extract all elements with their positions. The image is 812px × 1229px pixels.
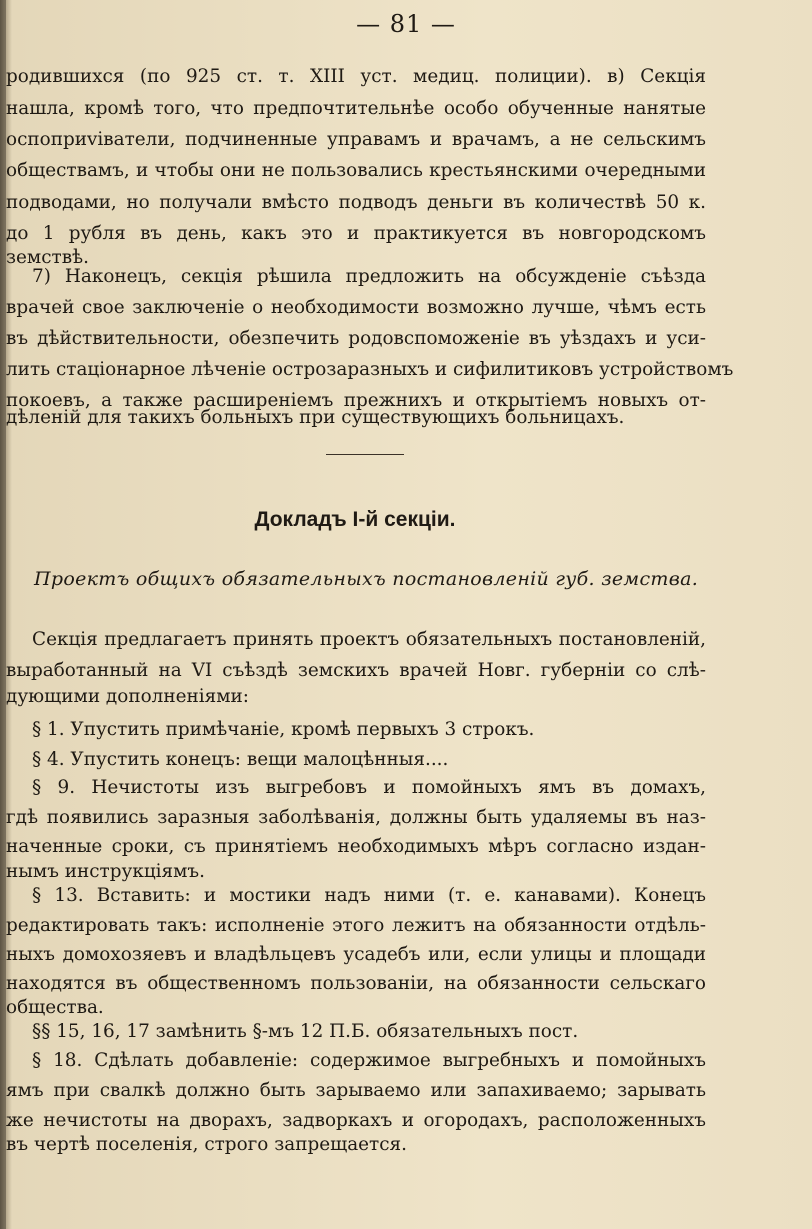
list-item-line: общества. [6,997,104,1018]
page-number: — 81 — [356,10,456,38]
list-item-line: § 4. Упустить конецъ: вещи малоцѣнныя.... [32,749,449,770]
text-line: дующими дополненіями: [6,686,249,707]
list-item-line: § 18. Сдѣлать добавленіе: содержимое выгребныхъ и помойныхъ [32,1050,706,1071]
list-item-line: наченные сроки, съ принятіемъ необходимыхъ мѣръ согласно издан- [6,836,706,857]
text-line: лить стаціонарное лѣченіе острозаразныхъ и сифилитиковъ устройствомъ [6,359,734,380]
list-item-line: §§ 15, 16, 17 замѣнить §-мъ 12 П.Б. обязательныхъ пост. [32,1021,579,1042]
text-line: дѣленій для такихъ больныхъ при существующихъ больницахъ. [6,407,625,428]
section-subheading: Проектъ общихъ обязательныхъ постановленій губ. земства. [34,568,699,590]
text-line: 7) Наконецъ, секція рѣшила предложить на обсужденіе съѣзда [32,266,706,287]
text-line: въ дѣйствительности, обезпечить родовспоможеніе въ уѣздахъ и уси- [6,328,706,349]
list-item-line: находятся въ общественномъ пользованіи, на обязанности сельскаго [6,973,706,994]
list-item-line: въ чертѣ поселенія, строго запрещается. [6,1134,407,1155]
section-divider [326,454,404,455]
section-heading: Докладъ І-й секціи. [254,508,456,531]
list-item-line: § 9. Нечистоты изъ выгребовъ и помойныхъ ямъ въ домахъ, [32,777,706,798]
text-line: до 1 рубля въ день, какъ это и практикуется въ новгородскомъ [6,223,706,244]
text-line: Секція предлагаетъ принять проектъ обязательныхъ постановленій, [32,629,706,650]
list-item-line: § 1. Упустить примѣчаніе, кромѣ первыхъ 3 строкъ. [32,719,535,740]
text-line: обществамъ, и чтобы они не пользовались крестьянскими очередными [6,160,706,181]
text-line: покоевъ, а также расширеніемъ прежнихъ и открытіемъ новыхъ от- [6,390,706,411]
list-item-line: нымъ инструкціямъ. [6,861,205,882]
list-item-line: гдѣ появились заразныя заболѣванія, должны быть удаляемы въ наз- [6,807,706,828]
text-line: врачей свое заключеніе о необходимости возможно лучше, чѣмъ есть [6,297,706,318]
text-line: нашла, кромѣ того, что предпочтительнѣе особо обученные нанятые [6,98,706,119]
list-item-line: редактировать такъ: исполненіе этого лежитъ на обязанности отдѣль- [6,915,706,936]
text-line: земствѣ. [6,247,89,268]
text-line: родившихся (по 925 ст. т. XIII уст. медиц. полиции). в) Секція [6,66,706,87]
list-item-line: § 13. Вставить: и мостики надъ ними (т. е. канавами). Конецъ [32,885,706,906]
text-line: выработанный на VI съѣздѣ земскихъ врачей Новг. губерніи со слѣ- [6,660,706,681]
list-item-line: ныхъ домохозяевъ и владѣльцевъ усадебъ или, если улицы и площади [6,944,706,965]
list-item-line: же нечистоты на дворахъ, задворкахъ и огородахъ, расположенныхъ [6,1110,706,1131]
text-line: оспоприviватели, подчиненные управамъ и врачамъ, а не сельскимъ [6,129,706,150]
text-line: подводами, но получали вмѣсто подводъ деньги въ количествѣ 50 к. [6,192,706,213]
list-item-line: ямъ при свалкѣ должно быть зарываемо или запахиваемо; зарывать [6,1080,706,1101]
